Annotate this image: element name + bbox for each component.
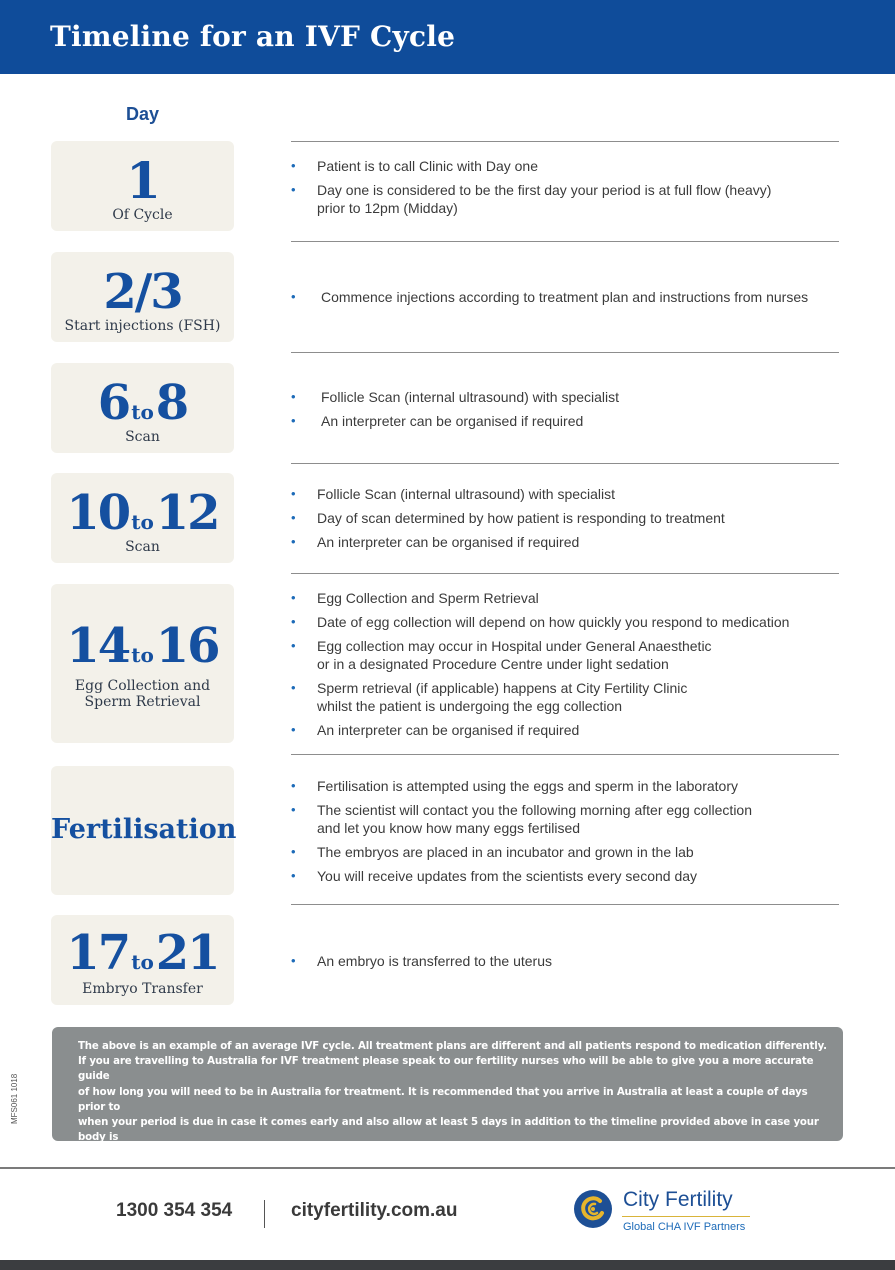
bullet-icon: • bbox=[291, 158, 296, 173]
list-item: • You will receive updates from the scientists every second day bbox=[291, 868, 698, 884]
document-code: MFS061 1018 bbox=[10, 1073, 19, 1124]
divider bbox=[291, 754, 839, 755]
disclaimer-line: when your period is due in case it comes early and also allow at least 5 days in addition to the timeline provided above in case your body is bbox=[78, 1117, 819, 1144]
day-label: Egg Collection and Sperm Retrieval bbox=[74, 678, 211, 710]
bullet-icon: • bbox=[291, 778, 296, 793]
bottom-bar bbox=[0, 1260, 895, 1270]
logo-name: City Fertility bbox=[623, 1188, 733, 1211]
bullet-icon: • bbox=[291, 486, 296, 501]
bullet-icon: • bbox=[291, 722, 296, 737]
bullet-list-3 bbox=[291, 388, 841, 436]
day-box-1 bbox=[51, 141, 234, 231]
list-item: • Follicle Scan (internal ultrasound) with specialist bbox=[291, 486, 616, 502]
list-item: • Commence injections according to treatment plan and instructions from nurses bbox=[291, 289, 809, 305]
divider bbox=[291, 904, 839, 905]
bullet-icon: • bbox=[291, 182, 296, 197]
day-box-fertilisation bbox=[51, 766, 237, 895]
bullet-icon: • bbox=[291, 534, 296, 549]
day-label: Scan bbox=[125, 429, 160, 445]
day-box-17-21 bbox=[51, 915, 234, 1005]
day-box-2-3 bbox=[51, 252, 234, 342]
bullet-icon: • bbox=[291, 680, 296, 695]
bullet-list-2 bbox=[291, 288, 841, 312]
day-number: 10 to12 bbox=[66, 485, 219, 541]
day-box-10-12 bbox=[51, 473, 234, 563]
disclaimer-line: The above is an example of an average IVF cycle. All treatment plans are different and all patients respond to medication differently. bbox=[78, 1041, 827, 1052]
day-number: 6 to8 bbox=[97, 375, 188, 431]
day-label: Scan bbox=[125, 539, 160, 555]
list-item: • Patient is to call Clinic with Day one bbox=[291, 158, 538, 174]
day-number: 2/3 bbox=[103, 264, 182, 320]
day-number: 17 to21 bbox=[66, 925, 219, 981]
list-item: • Sperm retrieval (if applicable) happens at City Fertility Clinic whilst the patient is undergoing the egg collection bbox=[291, 680, 688, 714]
divider bbox=[291, 241, 839, 242]
city-fertility-logo-icon bbox=[573, 1189, 613, 1229]
website-link[interactable]: cityfertility.com.au bbox=[291, 1200, 458, 1221]
bullet-icon: • bbox=[291, 953, 296, 968]
disclaimer-line: of how long you will need to be in Australia for treatment. It is recommended that you arrive in Australia at least a couple of days prior to bbox=[78, 1086, 808, 1113]
bullet-icon: • bbox=[291, 590, 296, 605]
disclaimer-line: slow to respond to the Medication. City Fertility would highly recommend taking out the appropriate travel insurance in case you bbox=[78, 1147, 805, 1159]
disclaimer-line: have an adverse reaction to medication or you develop ovarian hyperstimulation syndrome. bbox=[78, 1177, 596, 1189]
bullet-icon: • bbox=[291, 802, 296, 817]
day-column-heading: Day bbox=[125, 104, 160, 124]
phone-number[interactable]: 1300 354 354 bbox=[116, 1200, 233, 1221]
list-item: • An interpreter can be organised if required bbox=[291, 413, 584, 429]
footer-divider bbox=[0, 1167, 895, 1169]
list-item: • Follicle Scan (internal ultrasound) with specialist bbox=[291, 389, 620, 405]
bullet-list-4 bbox=[291, 485, 841, 557]
list-item: • Egg Collection and Sperm Retrieval bbox=[291, 590, 539, 606]
list-item: • Day of scan determined by how patient is responding to treatment bbox=[291, 510, 725, 526]
list-item: • An embryo is transferred to the uterus bbox=[291, 953, 552, 969]
disclaimer-line: If you are travelling to Australia for IVF treatment please speak to our fertility nurses who will be able to give you a more accurate guide bbox=[78, 1056, 814, 1083]
divider bbox=[291, 463, 839, 464]
footer-separator bbox=[264, 1200, 265, 1228]
page-title: Timeline for an IVF Cycle bbox=[50, 20, 456, 53]
logo-tagline: Global CHA IVF Partners bbox=[623, 1221, 746, 1233]
bullet-list-1 bbox=[291, 157, 841, 223]
bullet-icon: • bbox=[291, 510, 296, 525]
bullet-icon: • bbox=[291, 614, 296, 629]
day-label: Of Cycle bbox=[112, 207, 173, 223]
list-item: • Date of egg collection will depend on how quickly you respond to medication bbox=[291, 614, 790, 630]
divider bbox=[291, 141, 839, 142]
stage-title: Fertilisation bbox=[51, 814, 237, 845]
bullet-icon: • bbox=[291, 638, 296, 653]
bullet-icon: • bbox=[291, 844, 296, 859]
logo-underline bbox=[622, 1216, 750, 1217]
bullet-icon: • bbox=[291, 289, 296, 304]
bullet-icon: • bbox=[291, 413, 296, 428]
bullet-icon: • bbox=[291, 868, 296, 883]
day-number: 14 to16 bbox=[66, 618, 219, 674]
day-label: Start injections (FSH) bbox=[64, 318, 221, 334]
bullet-icon: • bbox=[291, 389, 296, 404]
bullet-list-5 bbox=[291, 589, 841, 745]
list-item: • The embryos are placed in an incubator and grown in the lab bbox=[291, 844, 694, 860]
day-box-6-8 bbox=[51, 363, 234, 453]
bullet-list-7 bbox=[291, 952, 841, 976]
day-label: Embryo Transfer bbox=[82, 981, 203, 997]
list-item: • An interpreter can be organised if required bbox=[291, 534, 580, 550]
list-item: • Egg collection may occur in Hospital under General Anaesthetic or in a designated Procedure Centre under light sedation bbox=[291, 638, 712, 672]
day-box-14-16 bbox=[51, 584, 234, 743]
divider bbox=[291, 352, 839, 353]
page-header bbox=[0, 0, 895, 74]
list-item: • An interpreter can be organised if required bbox=[291, 722, 580, 738]
day-number: 1 bbox=[126, 151, 159, 210]
list-item: • Fertilisation is attempted using the eggs and sperm in the laboratory bbox=[291, 778, 739, 794]
disclaimer-box bbox=[52, 1027, 843, 1189]
divider bbox=[291, 573, 839, 574]
list-item: • The scientist will contact you the following morning after egg collection and let you know how many eggs fertilised bbox=[291, 802, 752, 836]
bullet-list-6 bbox=[291, 777, 841, 891]
list-item: • Day one is considered to be the first day your period is at full flow (heavy) prior to 12pm (Midday) bbox=[291, 182, 772, 216]
